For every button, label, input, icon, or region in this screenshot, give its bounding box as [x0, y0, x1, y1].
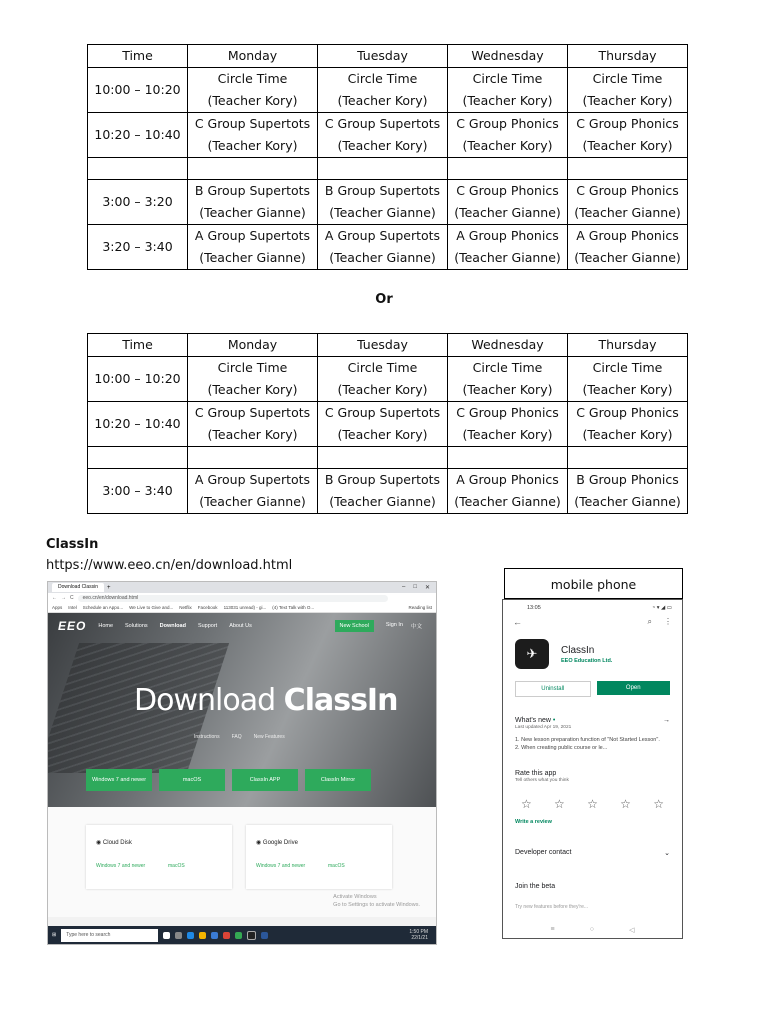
teacher-name: (Teacher Gianne): [454, 250, 561, 265]
class-cell: [318, 68, 448, 113]
class-cell: [188, 469, 318, 514]
class-name: A Group Phonics: [456, 228, 559, 243]
column-header: Monday: [188, 45, 318, 68]
class-name: C Group Phonics: [456, 183, 559, 198]
last-updated: Last updated Apr 19, 2021: [515, 725, 572, 730]
empty-cell: [448, 447, 568, 469]
file-explorer-icon[interactable]: [199, 932, 206, 939]
class-cell: [318, 225, 448, 270]
download-url-link[interactable]: https://www.eeo.cn/en/download.html: [46, 558, 293, 573]
windows-taskbar: [48, 926, 436, 944]
edge-icon[interactable]: [187, 932, 194, 939]
table-row: [88, 68, 688, 113]
class-cell: [188, 402, 318, 447]
store-toolbar: [503, 611, 682, 633]
table-row: [88, 469, 688, 514]
home-icon[interactable]: ○: [589, 926, 594, 933]
column-header: Monday: [188, 334, 318, 357]
app-icon[interactable]: [235, 932, 242, 939]
search-icon[interactable]: ⌕: [647, 617, 652, 626]
app-header: [503, 633, 682, 675]
class-name: Circle Time: [472, 71, 543, 86]
whats-new-header[interactable]: What's new • →: [515, 717, 670, 724]
back-icon[interactable]: ◁: [629, 927, 635, 934]
star-icon[interactable]: ☆: [653, 797, 664, 811]
teacher-name: (Teacher Kory): [582, 427, 673, 442]
class-name: Circle Time: [217, 71, 288, 86]
bookmark-item[interactable]: (4) Text Talk with O...: [272, 605, 315, 610]
eeo-logo[interactable]: EEO: [58, 619, 87, 633]
class-cell: [568, 402, 688, 447]
mobile-phone-label: mobile phone: [504, 568, 683, 599]
class-name: C Group Phonics: [576, 405, 679, 420]
taskbar-clock: 1:50 PM 22/1/21: [409, 929, 428, 941]
empty-cell: [188, 158, 318, 180]
column-header: Wednesday: [448, 45, 568, 68]
download-link[interactable]: Windows 7 and newer: [256, 863, 306, 869]
new-school-button[interactable]: New School: [335, 620, 374, 632]
star-icon[interactable]: ☆: [587, 797, 598, 811]
activate-windows-watermark: Activate Windows Go to Settings to activate Windows.: [333, 894, 420, 908]
address-bar[interactable]: eeo.cn/en/download.html: [78, 595, 388, 602]
class-name: B Group Supertots: [324, 472, 441, 487]
star-icon[interactable]: ☆: [521, 797, 532, 811]
star-icon[interactable]: ☆: [620, 797, 631, 811]
teacher-name: (Teacher Kory): [207, 427, 298, 442]
download-link[interactable]: macOS: [168, 863, 185, 869]
teacher-name: (Teacher Kory): [207, 138, 298, 153]
or-separator: Or: [375, 292, 393, 307]
bookmark-item[interactable]: Schedule an Appo...: [82, 605, 124, 610]
rate-subtitle: Tell others what you think: [515, 778, 569, 783]
teacher-name: (Teacher Gianne): [574, 494, 681, 509]
teacher-name: (Teacher Kory): [462, 93, 553, 108]
google-drive-card: ◉ Google Drive Windows 7 and newer macOS: [246, 825, 392, 889]
class-name: Circle Time: [217, 360, 288, 375]
nav-item[interactable]: Support: [197, 623, 218, 629]
beta-text: Try new features before they're...: [515, 904, 589, 910]
class-cell: [188, 225, 318, 270]
class-cell: [448, 68, 568, 113]
class-cell: [568, 469, 688, 514]
new-tab-icon[interactable]: +: [107, 584, 111, 591]
class-cell: [318, 357, 448, 402]
browser-tab-bar: [48, 582, 436, 593]
teacher-name: (Teacher Kory): [207, 382, 298, 397]
class-name: B Group Supertots: [324, 183, 441, 198]
bookmark-item[interactable]: Intel: [68, 605, 77, 610]
disk-icon: ◉: [96, 840, 102, 846]
developer-link[interactable]: EEO Education Ltd.: [561, 657, 613, 664]
table-row: [88, 158, 688, 180]
class-name: C Group Supertots: [194, 405, 311, 420]
teacher-name: (Teacher Kory): [337, 138, 428, 153]
address-bar-row: [48, 593, 436, 603]
class-cell: [318, 180, 448, 225]
class-cell: [568, 68, 688, 113]
teacher-name: (Teacher Gianne): [199, 250, 306, 265]
class-cell: [188, 68, 318, 113]
download-button[interactable]: Windows 7 and newer: [86, 769, 152, 791]
close-icon[interactable]: ✕: [424, 585, 430, 591]
table-row: [88, 402, 688, 447]
class-cell: [188, 180, 318, 225]
mobile-screenshot: [502, 599, 683, 939]
class-name: C Group Phonics: [456, 405, 559, 420]
task-view-icon[interactable]: [175, 932, 182, 939]
empty-cell: [188, 447, 318, 469]
status-icons: ◔ ▾ ◢ ▭: [651, 605, 672, 611]
windows-start-icon[interactable]: ⊞: [52, 932, 57, 938]
download-link[interactable]: Windows 7 and newer: [96, 863, 146, 869]
store-icon[interactable]: [211, 932, 218, 939]
class-cell: [568, 113, 688, 158]
recents-icon[interactable]: ≡: [550, 926, 555, 933]
open-button[interactable]: Open: [597, 681, 671, 695]
time-cell: 10:20 – 10:40: [88, 113, 188, 158]
class-name: B Group Supertots: [194, 183, 311, 198]
android-nav-bar: [503, 926, 682, 934]
site-nav: [48, 613, 436, 639]
app-name: ClassIn: [561, 644, 595, 656]
column-header: Thursday: [568, 334, 688, 357]
teacher-name: (Teacher Kory): [462, 382, 553, 397]
class-cell: [448, 225, 568, 270]
class-name: A Group Supertots: [194, 228, 311, 243]
cloud-disk-card: ◉ Cloud Disk Windows 7 and newer macOS: [86, 825, 232, 889]
back-icon[interactable]: ←: [52, 595, 57, 601]
teacher-name: (Teacher Gianne): [329, 494, 436, 509]
empty-cell: [568, 447, 688, 469]
empty-cell: [318, 447, 448, 469]
bookmark-item[interactable]: Facebook: [197, 605, 218, 610]
class-name: C Group Phonics: [576, 116, 679, 131]
browser-tab[interactable]: Download Classin: [52, 583, 104, 592]
hero-link[interactable]: FAQ: [231, 734, 242, 740]
class-name: B Group Phonics: [576, 472, 679, 487]
arrow-right-icon[interactable]: →: [663, 717, 670, 724]
bookmarks-bar: [48, 603, 436, 613]
time-cell: 3:00 – 3:40: [88, 469, 188, 514]
word-icon[interactable]: [261, 932, 268, 939]
class-name: C Group Phonics: [456, 116, 559, 131]
class-cell: [188, 357, 318, 402]
download-button[interactable]: macOS: [159, 769, 225, 791]
table-row: [88, 113, 688, 158]
time-cell: 10:20 – 10:40: [88, 402, 188, 447]
class-cell: [318, 469, 448, 514]
hero-links: [194, 734, 285, 740]
more-vert-icon[interactable]: ⋮: [664, 617, 672, 626]
empty-cell: [88, 158, 188, 180]
nav-item[interactable]: Solutions: [125, 623, 148, 629]
teacher-name: (Teacher Gianne): [329, 205, 436, 220]
teacher-name: (Teacher Kory): [582, 382, 673, 397]
maximize-icon[interactable]: □: [413, 584, 417, 590]
empty-cell: [568, 158, 688, 180]
chrome-icon[interactable]: [223, 932, 230, 939]
empty-cell: [88, 447, 188, 469]
back-arrow-icon[interactable]: ←: [513, 617, 522, 627]
time-cell: 10:00 – 10:20: [88, 357, 188, 402]
class-cell: [448, 402, 568, 447]
teacher-name: (Teacher Kory): [207, 93, 298, 108]
bookmark-item[interactable]: Netflix: [179, 605, 192, 610]
teacher-name: (Teacher Kory): [582, 93, 673, 108]
class-cell: [568, 357, 688, 402]
class-name: C Group Phonics: [576, 183, 679, 198]
teacher-name: (Teacher Gianne): [574, 205, 681, 220]
class-cell: [568, 180, 688, 225]
class-cell: [448, 357, 568, 402]
class-cell: [448, 113, 568, 158]
hero-link[interactable]: Instructions: [194, 734, 220, 740]
rate-title: Rate this app: [515, 770, 557, 777]
class-name: A Group Phonics: [456, 472, 559, 487]
classin-heading: ClassIn: [46, 537, 99, 552]
column-header: Tuesday: [318, 334, 448, 357]
column-header: Time: [88, 334, 188, 357]
hero-link[interactable]: New Features: [253, 734, 285, 740]
taskbar-search[interactable]: Type here to search: [61, 929, 158, 942]
class-name: C Group Supertots: [324, 405, 441, 420]
uninstall-button[interactable]: Uninstall: [515, 681, 591, 697]
class-name: A Group Phonics: [576, 228, 679, 243]
teacher-name: (Teacher Kory): [337, 93, 428, 108]
teacher-name: (Teacher Gianne): [199, 205, 306, 220]
bookmark-item[interactable]: We Live to Give and...: [129, 605, 174, 610]
reload-icon[interactable]: C: [70, 595, 74, 601]
nav-item[interactable]: Download: [159, 623, 186, 629]
teacher-name: (Teacher Kory): [337, 382, 428, 397]
bookmark-item[interactable]: 113031 unread) - gi...: [223, 605, 267, 610]
table-row: [88, 357, 688, 402]
teacher-name: (Teacher Gianne): [454, 494, 561, 509]
time-cell: 3:20 – 3:40: [88, 225, 188, 270]
class-name: Circle Time: [592, 360, 663, 375]
teacher-name: (Teacher Kory): [462, 427, 553, 442]
language-link[interactable]: 中文: [410, 624, 422, 630]
hero-download-buttons: [86, 769, 371, 791]
table-row: [88, 225, 688, 270]
schedule-table-2: [87, 333, 688, 514]
class-cell: [188, 113, 318, 158]
hero-banner: [48, 613, 436, 807]
class-cell: [448, 180, 568, 225]
time-cell: 3:00 – 3:20: [88, 180, 188, 225]
teacher-name: (Teacher Gianne): [454, 205, 561, 220]
download-button[interactable]: ClassIn APP: [232, 769, 298, 791]
status-bar: 13:05 ◔ ▾ ◢ ▭: [527, 605, 672, 611]
class-cell: [318, 402, 448, 447]
classin-app-icon: ✈: [515, 639, 549, 669]
minimize-icon[interactable]: –: [402, 584, 406, 590]
download-button[interactable]: ClassIn Mirror: [305, 769, 371, 791]
teacher-name: (Teacher Gianne): [574, 250, 681, 265]
desktop-browser-screenshot: [47, 581, 437, 945]
table-row: [88, 447, 688, 469]
class-name: Circle Time: [592, 71, 663, 86]
bookmark-item[interactable]: Apps: [52, 605, 63, 610]
time-cell: 10:00 – 10:20: [88, 68, 188, 113]
developer-contact-row[interactable]: Developer contact ⌄: [515, 849, 670, 857]
reading-list[interactable]: Reading list: [408, 605, 432, 610]
teacher-name: (Teacher Kory): [582, 138, 673, 153]
teacher-name: (Teacher Gianne): [329, 250, 436, 265]
teacher-name: (Teacher Kory): [337, 427, 428, 442]
download-link[interactable]: macOS: [328, 863, 345, 869]
join-beta-heading: Join the beta: [515, 883, 556, 890]
class-name: C Group Supertots: [194, 116, 311, 131]
forward-icon[interactable]: →: [61, 595, 66, 601]
empty-cell: [448, 158, 568, 180]
sign-in-link[interactable]: Sign In: [385, 622, 403, 628]
rating-stars: [515, 797, 670, 811]
teacher-name: (Teacher Kory): [462, 138, 553, 153]
table-row: [88, 180, 688, 225]
class-cell: [568, 225, 688, 270]
class-name: A Group Supertots: [324, 228, 441, 243]
class-name: A Group Supertots: [194, 472, 311, 487]
class-name: Circle Time: [347, 71, 418, 86]
nav-item[interactable]: About Us: [229, 623, 252, 629]
star-icon[interactable]: ☆: [554, 797, 565, 811]
class-cell: [318, 113, 448, 158]
table-header-row: [88, 45, 688, 68]
class-cell: [448, 469, 568, 514]
cortana-icon[interactable]: [163, 932, 170, 939]
column-header: Thursday: [568, 45, 688, 68]
schedule-table-1: [87, 44, 688, 270]
chevron-down-icon: ⌄: [664, 850, 670, 857]
hero-title: Download ClassIn: [134, 683, 398, 718]
column-header: Time: [88, 45, 188, 68]
downloads-section: [48, 807, 436, 917]
class-name: C Group Supertots: [324, 116, 441, 131]
column-header: Tuesday: [318, 45, 448, 68]
release-notes: 1. New lesson preparation function of "Not Started Lesson". 2. When creating public course or le...: [515, 737, 660, 751]
write-review-link[interactable]: Write a review: [515, 819, 552, 825]
class-name: Circle Time: [347, 360, 418, 375]
teacher-name: (Teacher Gianne): [199, 494, 306, 509]
nav-item[interactable]: Home: [98, 623, 114, 629]
app-icon[interactable]: [247, 931, 256, 940]
empty-cell: [318, 158, 448, 180]
class-name: Circle Time: [472, 360, 543, 375]
table-header-row: [88, 334, 688, 357]
drive-icon: ◉: [256, 840, 262, 846]
column-header: Wednesday: [448, 334, 568, 357]
